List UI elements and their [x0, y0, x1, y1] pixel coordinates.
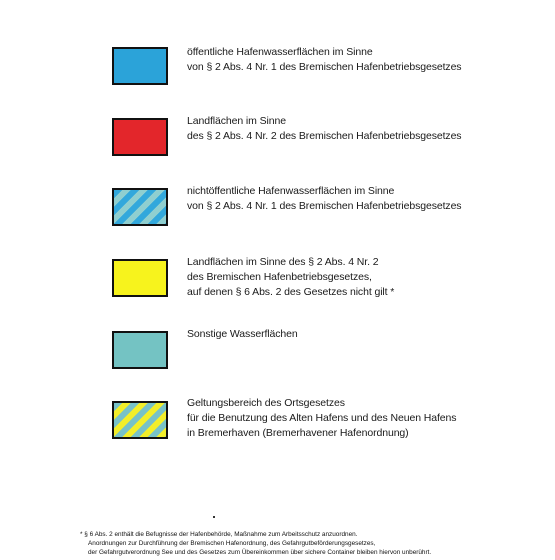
legend-swatch-blue: [112, 47, 168, 85]
legend-label: [187, 184, 537, 214]
legend-label: [187, 255, 537, 300]
legend-label: [187, 114, 537, 144]
legend-label-line: von § 2 Abs. 4 Nr. 1 des Bremischen Hafenbetriebsgesetzes: [187, 200, 462, 212]
legend-label-line: von § 2 Abs. 4 Nr. 1 des Bremischen Hafenbetriebsgesetzes: [187, 61, 462, 73]
legend-swatch-blue-striped: [112, 188, 168, 226]
footnote-line: der Gefahrgutverordnung See und des Gesetzes zum Übereinkommen über sichere Container bleiben hiervon unberührt.: [88, 549, 432, 556]
legend-label-line: für die Benutzung des Alten Hafens und des Neuen Hafens: [187, 412, 457, 424]
legend-swatch-teal-yellow-striped: [112, 401, 168, 439]
legend-label-line: Geltungsbereich des Ortsgesetzes: [187, 397, 345, 409]
legend-label-line: in Bremerhaven (Bremerhavener Hafenordnung): [187, 427, 409, 439]
legend-label-line: des § 2 Abs. 4 Nr. 2 des Bremischen Hafenbetriebsgesetzes: [187, 130, 462, 142]
legend-label-line: auf denen § 6 Abs. 2 des Gesetzes nicht gilt *: [187, 286, 395, 298]
footnote-line: * § 6 Abs. 2 enthält die Befugnisse der Hafenbehörde, Maßnahme zum Arbeitsschutz anzuordnen.: [80, 531, 358, 538]
legend-swatch-yellow: [112, 259, 168, 297]
legend-label: [187, 327, 537, 342]
legend-swatch-red: [112, 118, 168, 156]
legend-label-line: Landflächen im Sinne: [187, 115, 286, 127]
legend-label-line: Sonstige Wasserflächen: [187, 328, 298, 340]
stray-dot: [213, 516, 215, 518]
legend-label-line: des Bremischen Hafenbetriebsgesetzes,: [187, 271, 372, 283]
legend-label-line: nichtöffentliche Hafenwasserflächen im Sinne: [187, 185, 395, 197]
footnote-line: Anordnungen zur Durchführung der Bremischen Hafenordnung, des Gefahrgutbeförderungsgesetzes,: [88, 540, 376, 547]
legend-label-line: Landflächen im Sinne des § 2 Abs. 4 Nr. 2: [187, 256, 379, 268]
legend-label: [187, 396, 537, 441]
legend-label: [187, 45, 537, 75]
legend-swatch-teal: [112, 331, 168, 369]
legend-label-line: öffentliche Hafenwasserflächen im Sinne: [187, 46, 373, 58]
footnote: [80, 530, 550, 557]
